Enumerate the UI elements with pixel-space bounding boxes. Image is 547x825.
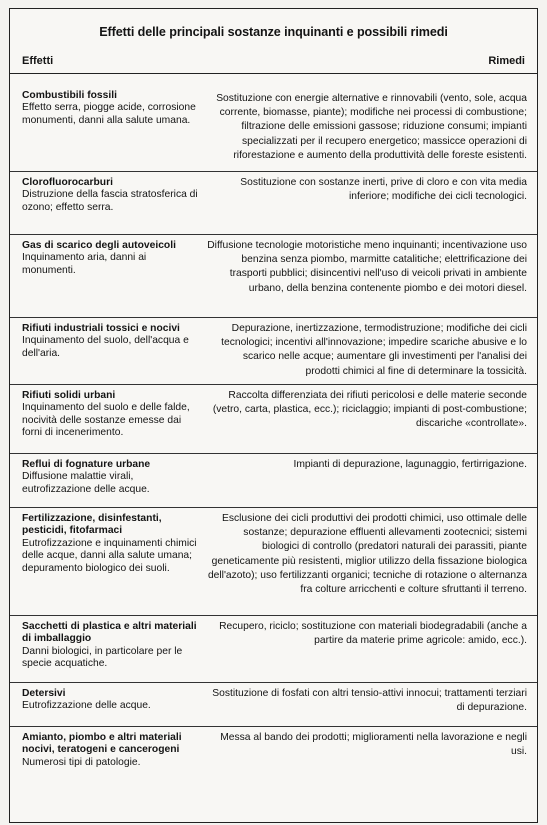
pollutant-name: Clorofluorocarburi	[22, 177, 113, 188]
pollutant-name: Rifiuti solidi urbani	[22, 390, 116, 401]
effect-cell	[10, 683, 200, 726]
remedy-cell: Diffusione tecnologie motoristiche meno inquinanti; incentivazione uso benzina senza piombo, marmitte catalitiche; elettrificazione dei trasporti pubblici; disincentivi nell'uso di veicoli privati in ambiente urbano, della benzina contenente piombo e dei motori diesel.	[207, 240, 527, 294]
effect-text: Diffusione malattie virali, eutrofizzazione delle acque.	[22, 471, 150, 495]
remedy-cell: Depurazione, inertizzazione, termodistruzione; modifiche dei cicli tecnologici; incentivi all'innovazione; impedire scariche abusive e lo scarico nelle acque; aumentare gli investimenti per l'analisi dei prodotti chimici al fine di determinare la tossicità.	[221, 323, 527, 377]
effect-text: Effetto serra, piogge acide, corrosione monumenti, danni alla salute umana.	[22, 102, 196, 126]
effect-text: Eutrofizzazione e inquinamenti chimici delle acque, danni alla salute umana; depuramento biologico dei suoli.	[22, 537, 197, 574]
effect-cell	[10, 74, 200, 171]
effect-cell	[10, 235, 200, 317]
column-headers	[10, 47, 537, 74]
remedy-cell: Impianti di depurazione, lagunaggio, fertirrigazione.	[293, 459, 527, 470]
table-row	[10, 616, 537, 683]
effect-cell	[10, 508, 200, 615]
table-title: Effetti delle principali sostanze inquinanti e possibili rimedi	[99, 25, 448, 39]
effect-cell	[10, 454, 200, 507]
pollutant-name: Gas di scarico degli autoveicoli	[22, 240, 176, 251]
effect-text: Inquinamento aria, danni ai monumenti.	[22, 252, 147, 276]
effect-text: Inquinamento del suolo, dell'acqua e dell'aria.	[22, 335, 189, 359]
table-row	[10, 454, 537, 508]
pollutant-name: Amianto, piombo e altri materiali nocivi, teratogeni e cancerogeni	[22, 732, 182, 756]
pollutant-name: Combustibili fossili	[22, 90, 117, 101]
effect-cell	[10, 172, 200, 234]
effect-cell	[10, 616, 200, 682]
effect-text: Distruzione della fascia stratosferica di ozono; effetto serra.	[22, 189, 198, 213]
pollutant-name: Fertilizzazione, disinfestanti, pesticidi, fitofarmaci	[22, 513, 162, 537]
pollutants-table	[9, 8, 538, 823]
remedy-cell: Raccolta differenziata dei rifiuti pericolosi e delle materie seconde (vetro, carta, plastica, ecc.); riciclaggio; impianti di post-combustione; discariche «controllate».	[212, 390, 527, 430]
table-row	[10, 318, 537, 385]
effects-column-header: Effetti	[22, 55, 54, 67]
effect-text: Numerosi tipi di patologie.	[22, 756, 141, 768]
pollutant-name: Rifiuti industriali tossici e nocivi	[22, 323, 180, 334]
effect-text: Eutrofizzazione delle acque.	[22, 700, 151, 712]
table-row	[10, 508, 537, 616]
remedy-cell: Sostituzione con sostanze inerti, prive di cloro e con vita media inferiore; modifiche dei cicli tecnologici.	[240, 177, 527, 203]
effect-text: Danni biologici, in particolare per le specie acquatiche.	[22, 645, 183, 670]
pollutant-name: Reflui di fognature urbane	[22, 459, 151, 470]
table-row	[10, 385, 537, 454]
table-row	[10, 727, 537, 785]
table-row	[10, 235, 537, 318]
effect-cell	[10, 318, 200, 384]
remedy-cell: Messa al bando dei prodotti; miglioramenti nella lavorazione e negli usi.	[220, 732, 527, 758]
effect-cell	[10, 385, 200, 453]
effect-cell	[10, 727, 200, 785]
table-row	[10, 172, 537, 235]
remedy-cell: Sostituzione di fosfati con altri tensio-attivi innocui; trattamenti terziari di depurazione.	[212, 688, 527, 714]
remedy-cell: Sostituzione con energie alternative e rinnovabili (vento, sole, acqua corrente, biomasse, piante); modifiche nei processi di combustione; filtrazione delle emissioni gassose; riduzione consumi; impianti specializzati per il recupero energetico; massicce operazioni di riforestazione e aumento della produttività delle foreste esistenti.	[216, 93, 527, 161]
remedy-cell: Esclusione dei cicli produttivi dei prodotti chimici, uso ottimale delle sostanze; depurazione effluenti allevamenti zootecnici; sistemi biologici di controllo (predatori naturali dei parassiti, piante geneticamente più resistenti, miglior utilizzo della fissazione biologica dell'azoto); uso fertilizzanti organici; tecniche di rotazione o alternanza fra colture arricchenti e colture sfruttanti il terreno.	[207, 513, 527, 596]
pollutant-name: Sacchetti di plastica e altri materiali di imballaggio	[22, 621, 197, 645]
remedy-cell: Recupero, riciclo; sostituzione con materiali biodegradabili (anche a partire da materie prime agricole: amido, ecc.).	[219, 621, 527, 647]
remedies-column-header: Rimedi	[488, 55, 525, 67]
table-row	[10, 74, 537, 172]
pollutant-name: Detersivi	[22, 688, 66, 699]
table-row	[10, 683, 537, 727]
effect-text: Inquinamento del suolo e delle falde, nocività delle sostanze emesse dai forni di incenerimento.	[22, 402, 190, 439]
